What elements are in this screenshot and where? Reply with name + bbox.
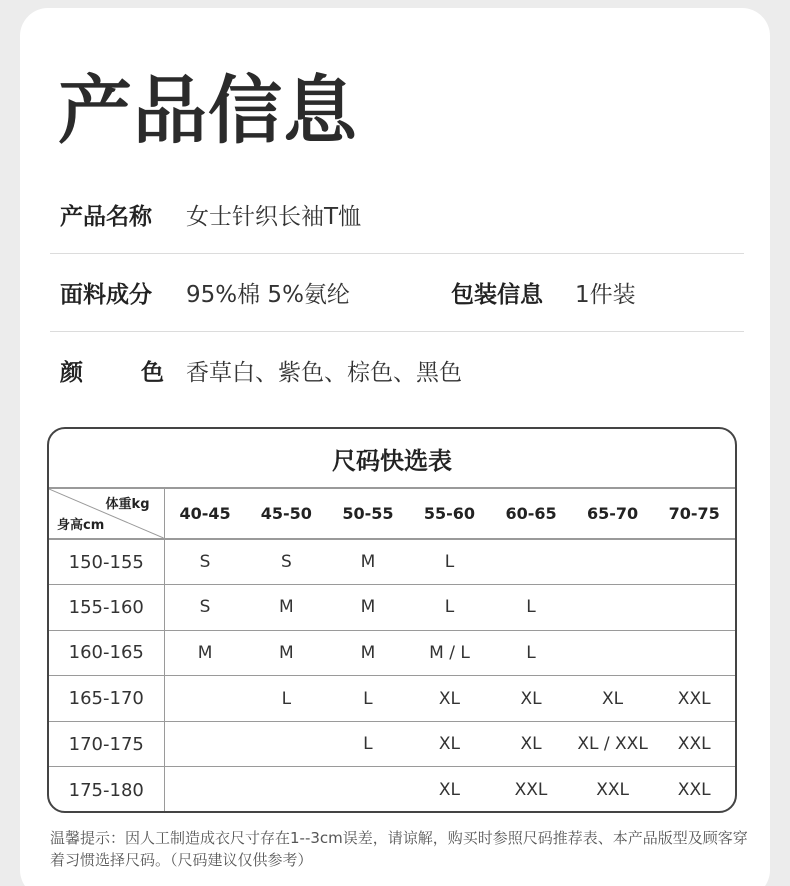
color-row xyxy=(50,331,744,409)
size-row xyxy=(49,676,735,722)
size-cell: XL xyxy=(490,721,572,767)
size-cell xyxy=(327,767,409,813)
size-chart-body xyxy=(49,539,735,813)
corner-cell xyxy=(49,489,164,539)
weight-header-row xyxy=(49,489,735,539)
size-row xyxy=(49,539,735,585)
corner-weight-label: 体重kg xyxy=(105,497,150,512)
weight-column-header: 65-70 xyxy=(572,489,654,539)
size-cell: M xyxy=(327,630,409,676)
product-name-row xyxy=(50,176,744,254)
size-cell: M xyxy=(164,630,246,676)
size-cell xyxy=(653,630,735,676)
size-cell: XL xyxy=(409,721,491,767)
height-range-cell: 150-155 xyxy=(49,539,164,585)
size-cell: M xyxy=(327,539,409,585)
product-name-value: 女士针织长袖T恤 xyxy=(186,204,362,230)
size-cell xyxy=(164,721,246,767)
size-cell: S xyxy=(246,539,328,585)
size-cell: XL xyxy=(438,780,461,801)
size-cell: XXL xyxy=(653,676,735,722)
fabric-label: 面料成分 xyxy=(60,282,152,308)
corner-height-label: 身高cm xyxy=(57,518,105,533)
size-row xyxy=(49,721,735,767)
weight-column-header: 70-75 xyxy=(653,489,735,539)
size-cell: XXL xyxy=(514,780,548,801)
size-row xyxy=(49,767,735,813)
size-cell: XXL xyxy=(653,721,735,767)
size-cell: XL / XXL xyxy=(572,721,654,767)
weight-column-header: 55-60 xyxy=(409,489,491,539)
size-cell xyxy=(164,767,246,813)
package-value: 1件装 xyxy=(575,282,636,308)
size-cell: XL xyxy=(490,676,572,722)
size-cell xyxy=(164,676,246,722)
color-label xyxy=(60,331,164,409)
size-cell: M / L xyxy=(409,630,491,676)
size-cell: XL xyxy=(572,676,654,722)
weight-column-header: 60-65 xyxy=(490,489,572,539)
size-note: 温馨提示：因人工制造成衣尺寸存在1--3cm误差，请谅解，购买时参照尺码推荐表、本产品版型及顾客穿着习惯选择尺码。（尺码建议仅供参考） xyxy=(50,829,748,869)
fabric-value: 95%棉 5%氨纶 xyxy=(186,282,350,308)
weight-column-header: 40-45 xyxy=(164,489,246,539)
package-label: 包装信息 xyxy=(451,282,543,308)
size-chart xyxy=(47,427,737,813)
size-chart-title: 尺码快选表 xyxy=(49,429,735,489)
size-cell: XL xyxy=(409,676,491,722)
fabric-row xyxy=(50,254,744,332)
size-row xyxy=(49,630,735,676)
height-range-cell: 160-165 xyxy=(49,630,164,676)
size-cell: S xyxy=(164,539,246,585)
size-cell: L xyxy=(409,585,491,631)
size-cell xyxy=(653,585,735,631)
page-title: 产品信息 xyxy=(58,68,358,154)
size-cell: L xyxy=(327,721,409,767)
size-cell: XXL xyxy=(596,780,629,801)
color-label-char-2: 色 xyxy=(141,359,164,386)
size-cell: XXL xyxy=(677,780,711,801)
size-cell xyxy=(572,585,654,631)
size-cell xyxy=(490,539,572,585)
height-range-cell: 165-170 xyxy=(49,676,164,722)
size-cell xyxy=(572,539,654,585)
height-range-cell: 155-160 xyxy=(49,585,164,631)
size-row xyxy=(49,585,735,631)
size-cell: M xyxy=(246,630,328,676)
size-cell: L xyxy=(490,585,572,631)
color-value: 香草白、紫色、棕色、黑色 xyxy=(186,359,462,386)
size-cell xyxy=(572,630,654,676)
size-cell xyxy=(653,539,735,585)
weight-column-header: 50-55 xyxy=(327,489,409,539)
size-cell: L xyxy=(246,676,328,722)
color-label-char-1: 颜 xyxy=(60,359,83,386)
height-range-cell: 170-175 xyxy=(49,721,164,767)
size-cell: L xyxy=(490,630,572,676)
size-cell: M xyxy=(246,585,328,631)
size-cell: L xyxy=(409,539,491,585)
height-range-cell: 175-180 xyxy=(49,767,164,813)
size-cell: L xyxy=(327,676,409,722)
size-cell xyxy=(246,721,328,767)
product-name-label: 产品名称 xyxy=(60,204,152,230)
size-cell: S xyxy=(164,585,246,631)
size-chart-table xyxy=(49,489,735,813)
weight-column-header: 45-50 xyxy=(246,489,328,539)
size-cell xyxy=(246,767,328,813)
size-cell: M xyxy=(327,585,409,631)
